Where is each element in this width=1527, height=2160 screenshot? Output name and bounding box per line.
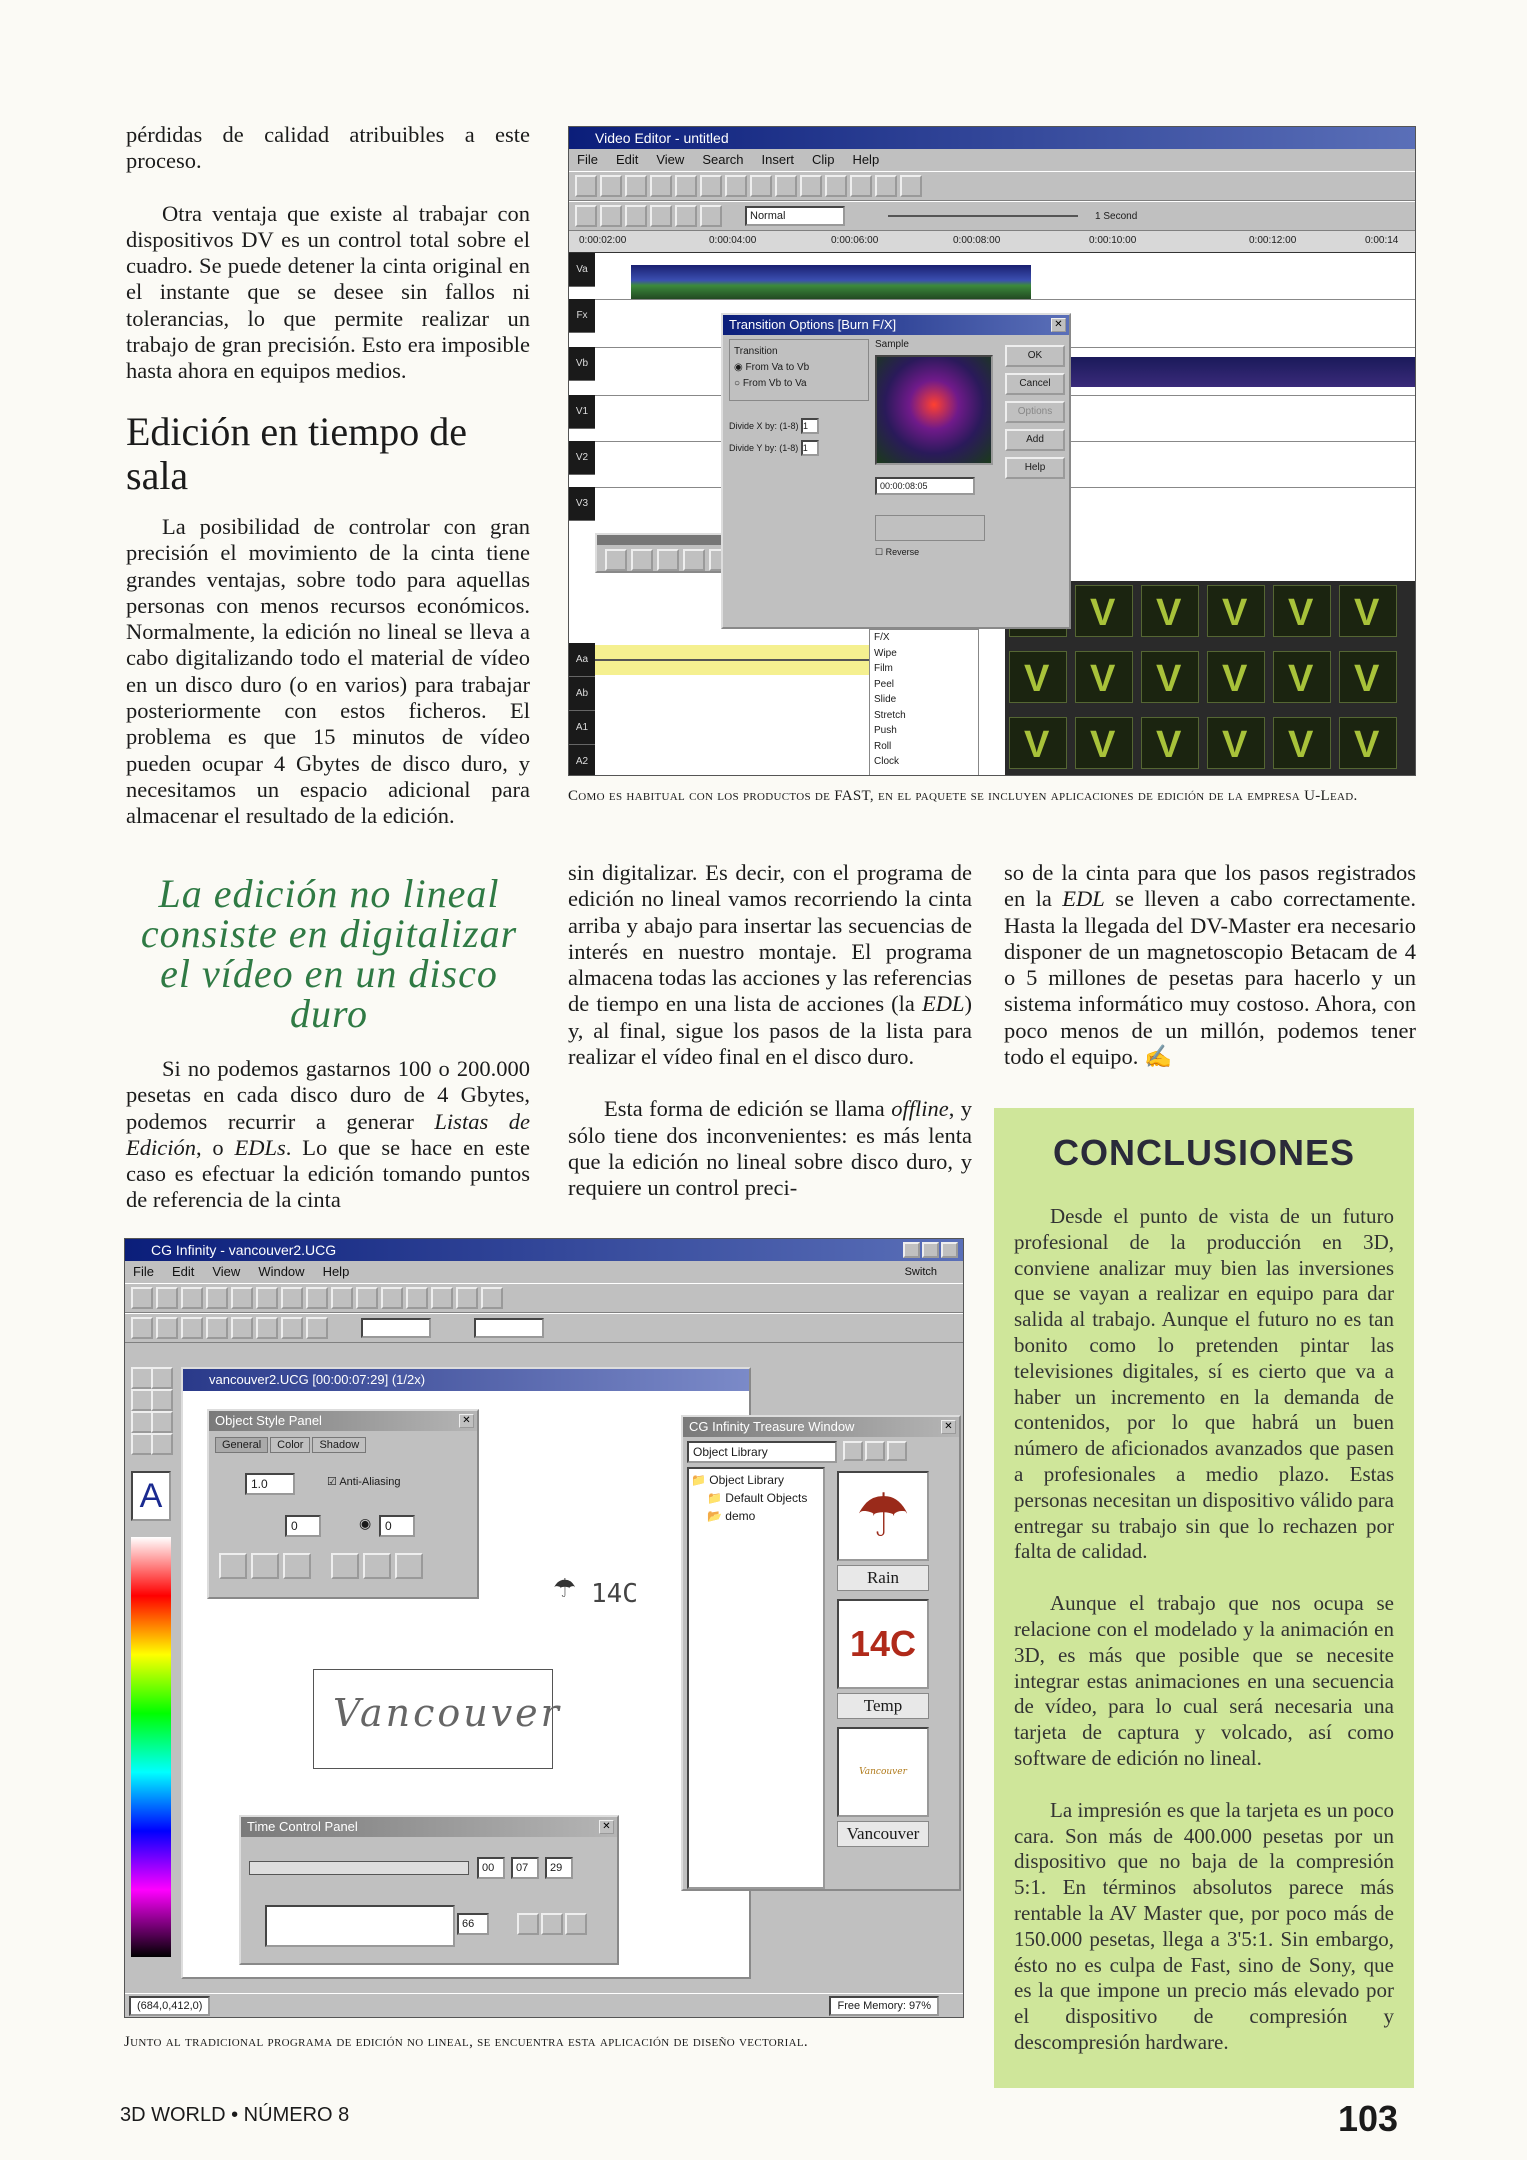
- divide-x-row: Divide X by: (1-8) 1: [729, 415, 869, 437]
- split-icon[interactable]: [625, 205, 647, 227]
- skew-icon[interactable]: [231, 1317, 253, 1339]
- para-betacam: so de la cinta para que los pasos registrados en la EDL se lleven a cabo correctamente. Hasta la llegada del DV-Master era necesario disponer de un magnetoscopio Betacam de 4 o 5 millones de pesetas para hacerlo y un sistema informático muy costoso. Ahora, con poco menos de un millón, podemos tener todo el equipo. ✍: [1004, 860, 1416, 1070]
- copy-icon[interactable]: [675, 175, 697, 197]
- radio-va-vb[interactable]: ◉ From Va to Vb: [734, 362, 810, 373]
- status-memory: Free Memory: 97%: [829, 1996, 939, 2016]
- dialog-title: Transition Options [Burn F/X]: [723, 315, 1069, 335]
- trim-icon[interactable]: [600, 205, 622, 227]
- effect-icon[interactable]: [481, 1287, 503, 1309]
- join-round-icon[interactable]: [363, 1553, 391, 1579]
- select-icon[interactable]: [575, 205, 597, 227]
- close-icon[interactable]: ✕: [1051, 318, 1066, 332]
- time-hours[interactable]: 00: [477, 1857, 505, 1879]
- timecode-field[interactable]: 00:00:08:05: [875, 477, 975, 495]
- new-icon[interactable]: [131, 1287, 153, 1309]
- cut-icon[interactable]: [231, 1287, 253, 1309]
- umbrella-icon[interactable]: ☂: [837, 1471, 929, 1561]
- track-v2[interactable]: V2: [569, 441, 595, 475]
- menu-help[interactable]: Help: [852, 152, 880, 167]
- arrow-icon[interactable]: [131, 1317, 153, 1339]
- caption-top: Como es habitual con los productos de FAST, en el paquete se incluyen aplicaciones de edición de la empresa U-Lead.: [568, 788, 1358, 804]
- transition-label: Transition: [734, 346, 778, 357]
- thumbnail[interactable]: [1273, 717, 1331, 769]
- end-icon[interactable]: [565, 1913, 587, 1935]
- para-control: La posibilidad de controlar con gran precisión el movimiento de la cinta tiene grandes ventajas, sobre todo para aquellas personas con menos recursos económicos. Normalmente, la edición no lineal se lleva a cabo digitalizando todo el material de vídeo en un disco duro (o en varios) para trabajar posteriormente con estos ficheros. El problema es que 15 minutos de vídeo pueden ocupar 4 Gbytes de disco duro, y necesitamos un espacio adicional para almacenar el resultado de la edición.: [126, 514, 530, 829]
- divide-y-input[interactable]: 1: [801, 440, 819, 456]
- thumbnail[interactable]: [1009, 717, 1067, 769]
- grid-icon[interactable]: [331, 1287, 353, 1309]
- page-number: 103: [1338, 2098, 1399, 2139]
- ripple-icon[interactable]: [700, 205, 722, 227]
- thumbnail[interactable]: [1273, 585, 1331, 637]
- fx-item[interactable]: F/X: [874, 632, 890, 643]
- fx-item[interactable]: Slide: [874, 694, 897, 705]
- library-save-icon[interactable]: [865, 1441, 885, 1461]
- video-toolbar-1: [569, 171, 1415, 201]
- heading-text: Edición en tiempo de sala: [126, 409, 468, 498]
- middle-column: [568, 860, 972, 1228]
- fx-item[interactable]: Stretch: [874, 709, 906, 721]
- right-column: [1004, 860, 1416, 1096]
- fx-item[interactable]: Film: [874, 663, 893, 674]
- video-editor-screenshot: [568, 126, 1416, 776]
- lib-label-temp: Temp: [837, 1693, 929, 1719]
- video-editor-menu: [569, 149, 1415, 171]
- film-icon[interactable]: [775, 175, 797, 197]
- thumbnail[interactable]: [1207, 651, 1265, 703]
- para-intro: pérdidas de calidad atribuibles a este proceso.: [126, 122, 530, 174]
- close-icon[interactable]: ✕: [941, 1420, 956, 1434]
- radio-option[interactable]: ◉: [359, 1515, 372, 1531]
- cancel-button[interactable]: Cancel: [1005, 373, 1065, 395]
- thumbnail[interactable]: [1339, 651, 1397, 703]
- save-icon[interactable]: [181, 1287, 203, 1309]
- sample-label: Sample: [875, 339, 909, 350]
- marker-icon[interactable]: [650, 205, 672, 227]
- track-vb[interactable]: Vb: [569, 347, 595, 381]
- track-ab[interactable]: Ab: [569, 677, 595, 711]
- open-icon[interactable]: [156, 1287, 178, 1309]
- timecode-6: 0:00:14: [1365, 235, 1399, 246]
- document-title: vancouver2.UCG [00:00:07:29] (1/2x): [183, 1369, 749, 1391]
- step-back-icon[interactable]: [631, 549, 653, 571]
- open-icon[interactable]: [600, 175, 622, 197]
- transition-options-dialog: [721, 313, 1071, 629]
- footer-magazine: 3D WORLD • NÚMERO 8: [120, 2104, 350, 2126]
- canvas-vancouver-text[interactable]: Vancouver: [333, 1691, 562, 1735]
- timecode-0: 0:00:02:00: [579, 235, 627, 246]
- track-fx[interactable]: Fx: [569, 299, 595, 333]
- play-button-icon[interactable]: [657, 549, 679, 571]
- cap-flat-icon[interactable]: [251, 1553, 279, 1579]
- line-width-input[interactable]: 1.0: [245, 1473, 295, 1495]
- tab-general[interactable]: General: [215, 1437, 268, 1453]
- style-input-b[interactable]: 0: [379, 1515, 415, 1537]
- cg-menu: [125, 1261, 963, 1283]
- library-open-icon[interactable]: [843, 1441, 863, 1461]
- document-window: [181, 1367, 751, 1979]
- clip-va[interactable]: [631, 265, 1031, 299]
- radio-vb-va[interactable]: ○ From Vb to Va: [734, 378, 807, 389]
- y-position-input[interactable]: [474, 1318, 544, 1338]
- style-panel-title: Object Style Panel: [209, 1411, 477, 1431]
- paste-icon[interactable]: [700, 175, 722, 197]
- left-column-mid: [126, 514, 530, 856]
- dialog-buttons: [1005, 345, 1065, 479]
- audio-icon[interactable]: [800, 175, 822, 197]
- thumbnail[interactable]: [1009, 651, 1067, 703]
- time-panel-title: Time Control Panel: [241, 1817, 617, 1837]
- para-offline-1: sin digitalizar. Es decir, con el programa de edición no lineal vamos recorriendo la cinta arriba y abajo para insertar las secuencias de interés en nuestro montaje. El programa almacena todas las acciones y las referencias de tiempo en una lista de acciones (la EDL) y, al final, sigue los pasos de la lista para realizar el vídeo final en el disco duro.: [568, 860, 972, 1070]
- canvas-temp[interactable]: 14C: [591, 1579, 638, 1609]
- status-coords: (684,0,412,0): [129, 1996, 210, 2016]
- close-icon[interactable]: ✕: [459, 1414, 474, 1428]
- zoom-icon[interactable]: [675, 205, 697, 227]
- thumbnail[interactable]: [1141, 585, 1199, 637]
- fx-item[interactable]: Roll: [874, 740, 892, 752]
- x-position-input[interactable]: [361, 1318, 431, 1338]
- thumbnail[interactable]: [1339, 717, 1397, 769]
- treasure-window: [681, 1415, 961, 1891]
- library-delete-icon[interactable]: [887, 1441, 907, 1461]
- plus-icon[interactable]: [156, 1317, 178, 1339]
- menu-edit[interactable]: Edit: [171, 1264, 195, 1279]
- lib-label-vancouver: Vancouver: [837, 1821, 929, 1847]
- left-column-top: [126, 122, 530, 411]
- end-mark-icon: ✍: [1143, 1044, 1172, 1070]
- shape-tool-icon[interactable]: [131, 1411, 153, 1433]
- help-button[interactable]: Help: [1005, 457, 1065, 479]
- pen-tool-icon[interactable]: [131, 1389, 153, 1411]
- thumbnail[interactable]: [1207, 717, 1265, 769]
- thumbnail[interactable]: [1207, 585, 1265, 637]
- conclusions-text: [1014, 1204, 1394, 2056]
- style-input-a[interactable]: 0: [285, 1515, 321, 1537]
- divide-x-input[interactable]: 1: [801, 418, 819, 434]
- scale-label: 1 Second: [1095, 210, 1138, 222]
- library-select[interactable]: Object Library: [687, 1441, 837, 1463]
- copy-icon[interactable]: [256, 1287, 278, 1309]
- redo-icon[interactable]: [750, 175, 772, 197]
- para-edl: Si no podemos gastarnos 100 o 200.000 pesetas en cada disco duro de 4 Gbytes, podemos recurrir a generar Listas de Edición, o EDLs. Lo que se hace en este caso es efectuar la edición tomando puntos de referencia de la cinta: [126, 1056, 531, 1213]
- time-seconds[interactable]: 07: [511, 1857, 539, 1879]
- menu-view[interactable]: View: [656, 152, 685, 167]
- transition-group: [729, 339, 869, 401]
- color-palette[interactable]: [131, 1537, 171, 1957]
- speed-input[interactable]: 66: [457, 1913, 489, 1935]
- new-icon[interactable]: [575, 175, 597, 197]
- divide-y-row: Divide Y by: (1-8) 1: [729, 437, 869, 459]
- menu-insert[interactable]: Insert: [761, 152, 795, 167]
- mode-select[interactable]: Normal: [745, 206, 845, 226]
- italic-icon[interactable]: [381, 1287, 403, 1309]
- thumbnail[interactable]: [1141, 651, 1199, 703]
- monitor-icon[interactable]: [875, 175, 897, 197]
- close-icon[interactable]: ✕: [599, 1820, 614, 1834]
- close-icon[interactable]: [941, 1242, 958, 1258]
- treasure-title: CG Infinity Treasure Window: [683, 1417, 959, 1437]
- save-icon[interactable]: [625, 175, 647, 197]
- library-tree: [687, 1467, 825, 1889]
- paste-icon[interactable]: [281, 1287, 303, 1309]
- cg-toolbar-1: [125, 1283, 963, 1313]
- speed-curve[interactable]: [265, 1905, 455, 1947]
- play-icon[interactable]: [541, 1913, 563, 1935]
- thumbnail[interactable]: [1075, 651, 1133, 703]
- threshold-slider[interactable]: [875, 515, 985, 541]
- track-a2[interactable]: A2: [569, 745, 595, 776]
- menu-window[interactable]: Window: [258, 1264, 305, 1279]
- fx-item[interactable]: Peel: [874, 678, 895, 690]
- conclusions-box: [994, 1108, 1414, 2088]
- timeline-tracks: [569, 253, 1415, 776]
- ellipse-tool-icon[interactable]: [131, 1433, 153, 1455]
- image-icon[interactable]: [825, 175, 847, 197]
- lib-vancouver-preview[interactable]: Vancouver: [837, 1727, 929, 1817]
- cg-titlebar: CG Infinity - vancouver2.UCG: [125, 1239, 963, 1261]
- menu-file[interactable]: File: [133, 1264, 154, 1279]
- tool-palette: [131, 1367, 173, 1977]
- video-editor-titlebar: Video Editor - untitled: [569, 127, 1415, 149]
- left-column-bottom: [126, 1056, 530, 1240]
- conclusions-para-3: La impresión es que la tarjeta es un poco cara. Son más de 400.000 pesetas por un dispositivo que no baja de la compresión 5:1. En términos absolutos parece más rentable la AV Master que, por poco más de 150.000 pesetas, llega a 3'5:1. Sin embargo, ésto no es culpa de Fast, sino de Sony, que es la que impone un precio más elevado por el dispositivo de compresión y descompresión hardware.: [1014, 1797, 1394, 2054]
- antialias-checkbox[interactable]: ☑ Anti-Aliasing: [327, 1476, 401, 1488]
- node-tool-icon[interactable]: [151, 1367, 173, 1389]
- conclusions-para-2: Aunque el trabajo que nos ocupa se relacione con el modelado y la animación en 3D, es más que posible que se necesite integrar estas animaciones en una secuencia de vídeo, para lo cual será necesaria una tarjeta de captura y volcado, así como software de edición no lineal.: [1014, 1591, 1394, 1770]
- bold-icon[interactable]: [356, 1287, 378, 1309]
- minus-icon[interactable]: [181, 1317, 203, 1339]
- track-va[interactable]: Va: [569, 253, 595, 287]
- section-heading: [126, 410, 530, 498]
- canvas-weather-icon[interactable]: ☂: [553, 1573, 577, 1603]
- zoom-slider[interactable]: [888, 215, 1078, 217]
- options-button[interactable]: Options: [1005, 401, 1065, 423]
- cap-round-icon[interactable]: [219, 1553, 247, 1579]
- thumbnail[interactable]: [1273, 651, 1331, 703]
- time-control-panel: [239, 1815, 619, 1965]
- time-slider[interactable]: [249, 1861, 469, 1875]
- maximize-icon[interactable]: [922, 1242, 939, 1258]
- fx-list: [869, 629, 979, 776]
- cg-infinity-screenshot: [124, 1238, 964, 2018]
- underline-icon[interactable]: [406, 1287, 428, 1309]
- tree-item-default[interactable]: 📁 Default Objects: [707, 1491, 808, 1505]
- distribute-icon[interactable]: [306, 1317, 328, 1339]
- zoom-tool-icon[interactable]: [151, 1433, 173, 1455]
- fx-item[interactable]: Wipe: [874, 647, 897, 659]
- menu-view[interactable]: View: [212, 1264, 241, 1279]
- ok-button[interactable]: OK: [1005, 345, 1065, 367]
- undo-icon[interactable]: [725, 175, 747, 197]
- rewind-icon[interactable]: [605, 549, 627, 571]
- tree-item-root[interactable]: 📁 Object Library: [691, 1473, 784, 1487]
- title-icon[interactable]: [850, 175, 872, 197]
- cut-icon[interactable]: [650, 175, 672, 197]
- rewind-icon[interactable]: [517, 1913, 539, 1935]
- caption-bottom: Junto al tradicional programa de edición no lineal, se encuentra esta aplicación de diseño vectorial.: [124, 2034, 808, 2050]
- join-bevel-icon[interactable]: [395, 1553, 423, 1579]
- time-frames[interactable]: 29: [545, 1857, 573, 1879]
- align-icon[interactable]: [431, 1287, 453, 1309]
- thumbnail[interactable]: [1141, 717, 1199, 769]
- menu-help[interactable]: Help: [322, 1264, 350, 1279]
- thumbnail[interactable]: [1075, 717, 1133, 769]
- cg-toolbar-2: [125, 1313, 963, 1343]
- object-style-panel: [207, 1409, 479, 1599]
- minimize-icon[interactable]: [903, 1242, 920, 1258]
- lib-temp-preview[interactable]: 14C: [837, 1599, 929, 1689]
- add-button[interactable]: Add: [1005, 429, 1065, 451]
- thumbnail[interactable]: [1339, 585, 1397, 637]
- timecode-5: 0:00:12:00: [1249, 235, 1297, 246]
- tab-shadow[interactable]: Shadow: [312, 1437, 366, 1453]
- library-preview: [829, 1467, 957, 1889]
- join-miter-icon[interactable]: [331, 1553, 359, 1579]
- tab-color[interactable]: Color: [270, 1437, 310, 1453]
- tree-item-demo[interactable]: 📂 demo: [707, 1509, 756, 1523]
- fit-icon[interactable]: [206, 1317, 228, 1339]
- timecode-1: 0:00:04:00: [709, 235, 757, 246]
- track-v1[interactable]: V1: [569, 395, 595, 429]
- conclusions-title: CONCLUSIONES: [1052, 1132, 1356, 1173]
- video-toolbar-2: [569, 201, 1415, 231]
- menu-clip[interactable]: Clip: [812, 152, 835, 167]
- timecode-4: 0:00:10:00: [1089, 235, 1137, 246]
- clip-vb[interactable]: [1069, 357, 1415, 387]
- menu-edit[interactable]: Edit: [615, 152, 639, 167]
- timecode-2: 0:00:06:00: [831, 235, 879, 246]
- track-v3[interactable]: V3: [569, 487, 595, 521]
- sample-preview: [875, 355, 993, 465]
- track-aa[interactable]: Aa: [569, 643, 595, 677]
- fx-item[interactable]: Push: [874, 725, 897, 736]
- para-offline-2: Esta forma de edición se llama offline, y sólo tiene dos inconvenientes: es más lenta que la edición no lineal sobre disco duro, y requiere un control preci-: [568, 1096, 972, 1201]
- fx-item[interactable]: Clock: [874, 756, 900, 767]
- cap-square-icon[interactable]: [283, 1553, 311, 1579]
- lock-icon[interactable]: [456, 1287, 478, 1309]
- menu-file[interactable]: File: [577, 152, 598, 167]
- text-a-icon[interactable]: A: [131, 1471, 171, 1521]
- lib-label-rain: Rain: [837, 1565, 929, 1591]
- menu-search[interactable]: Search: [702, 152, 744, 167]
- track-a1[interactable]: A1: [569, 711, 595, 745]
- rotate-icon[interactable]: [256, 1317, 278, 1339]
- timecode-3: 0:00:08:00: [953, 235, 1001, 246]
- para-dv: Otra ventaja que existe al trabajar con dispositivos DV es un control total sobre el cuadro. Se puede detener la cinta original en el instante que se desee sin fallos ni tolerancias, lo que permite realizar un trabajo de gran precisión. Esto era imposible hasta ahora en equipos medios.: [126, 200, 530, 384]
- step-forward-icon[interactable]: [683, 549, 705, 571]
- reverse-checkbox[interactable]: ☐ Reverse: [875, 547, 920, 557]
- pull-quote: La edición no lineal consiste en digitalizar el vídeo en un disco duro: [140, 871, 518, 1036]
- flip-icon[interactable]: [281, 1317, 303, 1339]
- text-tool-icon[interactable]: [151, 1411, 173, 1433]
- conclusions-para-1: Desde el punto de vista de un futuro profesional de la producción en 3D, conviene analizar muy bien las inversiones que se vayan a realizar en equipo para dar salida al trabajo. Aunque el futuro no es tan bonito como lo pretenden pintar las televisiones digitales, sí es cierto que va a haber un incremento en la demanda de contenidos, por lo que habrá un buen número de aficionados avanzados que pasen a profesionales a medio plazo. Estas personas necesitan un dispositivo válido para entregar su trabajo sin que lo rechazen por falta de calidad.: [1014, 1204, 1394, 1564]
- status-bar: [125, 1993, 963, 2017]
- brush-tool-icon[interactable]: [151, 1389, 173, 1411]
- thumbnail[interactable]: [1075, 585, 1133, 637]
- print-icon[interactable]: [206, 1287, 228, 1309]
- timeline-ruler: [569, 231, 1415, 253]
- undo-icon[interactable]: [306, 1287, 328, 1309]
- play-icon[interactable]: [900, 175, 922, 197]
- switch-button[interactable]: Switch: [904, 1266, 937, 1278]
- pointer-tool-icon[interactable]: [131, 1367, 153, 1389]
